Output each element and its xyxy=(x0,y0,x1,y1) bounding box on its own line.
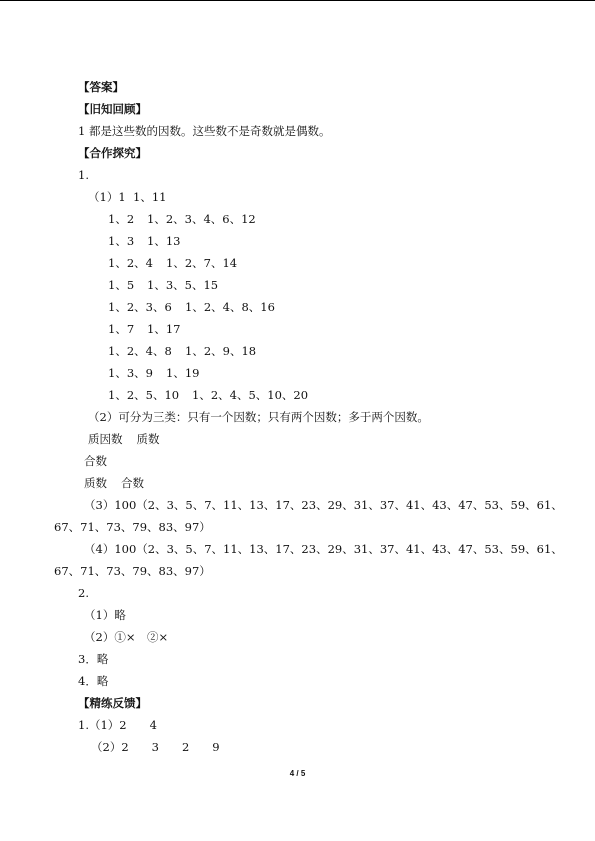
factor-row-left: 1、2、4、8 xyxy=(108,344,172,358)
factor-row-right: 1、2、3、4、6、12 xyxy=(147,212,256,226)
factor-row-right: 1、2、4、8、16 xyxy=(185,300,275,314)
page-number: 4 / 5 xyxy=(289,769,306,778)
explore-heading: 【合作探究】 xyxy=(78,146,147,160)
factor-row-left: 1、2、5、10 xyxy=(108,388,180,402)
practice-line-1: 1.（1）2 4 xyxy=(78,718,157,732)
practice-heading: 【精练反馈】 xyxy=(78,696,147,710)
part-4-line-1: （4）100（2、3、5、7、11、13、17、23、29、31、37、41、43、47、53、59、61、 xyxy=(84,542,563,556)
answer-heading: 【答案】 xyxy=(78,80,124,94)
factor-row-left: 1、2 xyxy=(108,212,135,226)
factor-row-right: 1、3、5、15 xyxy=(147,278,219,292)
part-2-c-term2: 合数 xyxy=(121,476,144,490)
factor-row-right: 1、2、9、18 xyxy=(185,344,257,358)
practice-line-2: （2）2 3 2 9 xyxy=(91,740,220,754)
part-1-label: （1）1 xyxy=(88,190,126,204)
factor-row-left: 1、5 xyxy=(108,278,135,292)
question-2-part-2: （2）①× ②× xyxy=(84,630,169,644)
factor-row-right: 1、17 xyxy=(147,322,181,336)
part-2-line-c xyxy=(84,476,144,490)
part-1-value: 1、11 xyxy=(133,190,167,204)
factor-row-left: 1、3 xyxy=(108,234,135,248)
part-3-line-2: 67、71、73、79、83、97） xyxy=(54,520,211,534)
top-border xyxy=(0,0,595,1)
question-4: 4．略 xyxy=(78,674,109,688)
factor-row-right: 1、13 xyxy=(147,234,181,248)
part-2-a-term1: 质因数 xyxy=(88,432,123,446)
part-3-line-1: （3）100（2、3、5、7、11、13、17、23、29、31、37、41、43、47、53、59、61、 xyxy=(84,498,563,512)
factor-row-left: 1、3、9 xyxy=(108,366,153,380)
part-2-c-term1: 质数 xyxy=(84,476,107,490)
part-2-line-b: 合数 xyxy=(84,454,107,468)
part-2-text: （2）可分为三类：只有一个因数；只有两个因数；多于两个因数。 xyxy=(88,410,429,424)
part-4-line-2: 67、71、73、79、83、97） xyxy=(54,564,211,578)
factor-row-left: 1、2、4 xyxy=(108,256,153,270)
factor-row-right: 1、2、7、14 xyxy=(166,256,238,270)
factor-row-left: 1、2、3、6 xyxy=(108,300,172,314)
factor-row-right: 1、19 xyxy=(166,366,200,380)
question-2-number: 2. xyxy=(78,586,89,600)
factor-row-left: 1、7 xyxy=(108,322,135,336)
part-2-a-term2: 质数 xyxy=(136,432,160,446)
part-2-line-a xyxy=(88,432,160,446)
review-text: 1 都是这些数的因数。这些数不是奇数就是偶数。 xyxy=(78,124,331,138)
question-3: 3．略 xyxy=(78,652,109,666)
question-1-number: 1. xyxy=(78,168,89,182)
review-heading: 【旧知回顾】 xyxy=(78,102,147,116)
factor-row-right: 1、2、4、5、10、20 xyxy=(192,388,309,402)
question-2-part-1: （1）略 xyxy=(84,608,126,622)
